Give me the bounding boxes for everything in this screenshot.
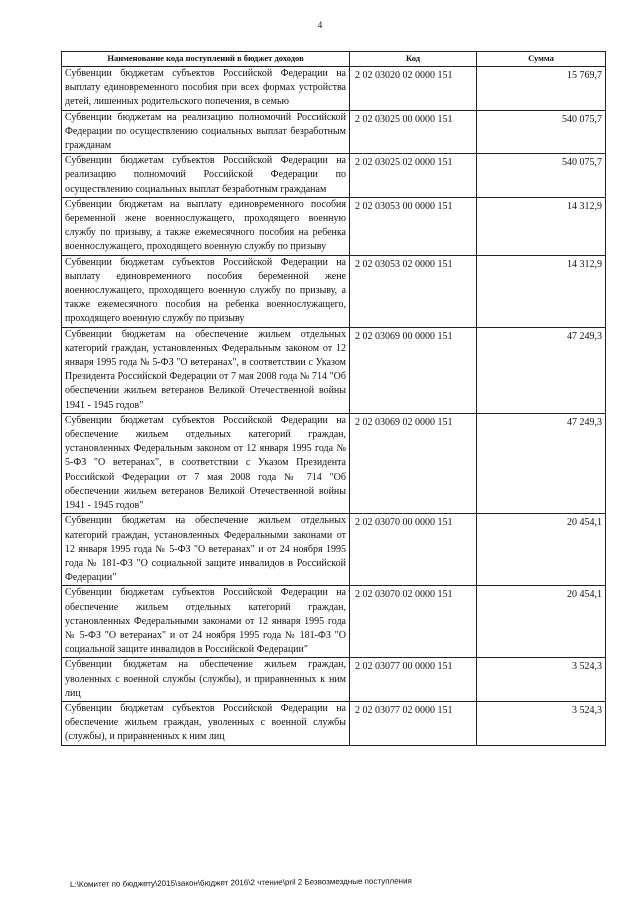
row-name: Субвенции бюджетам на реализацию полномочий Российской Федерации по осуществлению социальных выплат безработным гражданам <box>62 110 350 154</box>
row-sum: 14 312,9 <box>477 197 606 255</box>
table-row <box>62 586 606 658</box>
row-sum: 14 312,9 <box>477 255 606 327</box>
row-name: Субвенции бюджетам субъектов Российской Федерации на обеспечение жильем отдельных категорий граждан, установленных Федеральными законами от 12 января 1995 года № 5-ФЗ "О ветеранах" и от 24 ноября 1995 года № 181-ФЗ "О социальной защите инвалидов в Российской Федерации" <box>62 586 350 658</box>
table-row <box>62 110 606 154</box>
table-row <box>62 197 606 255</box>
row-code: 2 02 03069 02 0000 151 <box>350 413 477 513</box>
row-name: Субвенции бюджетам на обеспечение жильем отдельных категорий граждан, установленных Федеральными законами от 12 января 1995 года № 5-ФЗ "О ветеранах" и от 24 ноября 1995 года № 181-ФЗ "О социальной защите инвалидов в Российской Федерации" <box>62 514 350 586</box>
row-code: 2 02 03025 00 0000 151 <box>350 110 477 154</box>
row-sum: 47 249,3 <box>477 327 606 413</box>
table-row <box>62 514 606 586</box>
row-sum: 540 075,7 <box>477 110 606 154</box>
row-code: 2 02 03070 00 0000 151 <box>350 514 477 586</box>
row-code: 2 02 03070 02 0000 151 <box>350 586 477 658</box>
table-row <box>62 255 606 327</box>
column-header-code: Код <box>350 52 477 67</box>
row-sum: 20 454,1 <box>477 586 606 658</box>
table-row <box>62 154 606 198</box>
row-code: 2 02 03069 00 0000 151 <box>350 327 477 413</box>
row-code: 2 02 03077 00 0000 151 <box>350 658 477 702</box>
row-code: 2 02 03053 02 0000 151 <box>350 255 477 327</box>
page-number: 4 <box>317 20 323 30</box>
file-path-footer: L:\Комитет по бюджету\2015\закон\бюджет 2016\2 чтение\pril 2 Безвозмездные поступления <box>69 876 412 889</box>
column-header-sum: Сумма <box>477 52 606 67</box>
row-name: Субвенции бюджетам субъектов Российской Федерации на обеспечение жильем граждан, уволенных с военной службы (службы), и приравненных к ним лиц <box>62 701 350 745</box>
row-name: Субвенции бюджетам на обеспечение жильем граждан, уволенных с военной службы (службы), и приравненных к ним лиц <box>62 658 350 702</box>
table-row <box>62 327 606 413</box>
row-sum: 47 249,3 <box>477 413 606 513</box>
revenue-table <box>61 51 606 746</box>
row-name: Субвенции бюджетам субъектов Российской Федерации на реализацию полномочий Российской Федерации по осуществлению социальных выплат безработным гражданам <box>62 154 350 198</box>
table-row <box>62 658 606 702</box>
row-sum: 20 454,1 <box>477 514 606 586</box>
row-code: 2 02 03020 02 0000 151 <box>350 67 477 111</box>
row-name: Субвенции бюджетам субъектов Российской Федерации на выплату единовременного пособия беременной жене военнослужащего, проходящего военную службу по призыву, а также ежемесячного пособия на ребенка военнослужащего, проходящего военную службу по призыву <box>62 255 350 327</box>
table-row <box>62 701 606 745</box>
row-code: 2 02 03077 02 0000 151 <box>350 701 477 745</box>
row-name: Субвенции бюджетам на выплату единовременного пособия беременной жене военнослужащего, проходящего военную службу по призыву, а также ежемесячного пособия на ребенка военнослужащего, проходящего военную службу по призыву <box>62 197 350 255</box>
row-name: Субвенции бюджетам субъектов Российской Федерации на выплату единовременного пособия при всех формах устройства детей, лишенных родительского попечения, в семью <box>62 67 350 111</box>
row-code: 2 02 03053 00 0000 151 <box>350 197 477 255</box>
row-sum: 15 769,7 <box>477 67 606 111</box>
table-row <box>62 67 606 111</box>
column-header-name: Наименование кода поступлений в бюджет доходов <box>62 52 350 67</box>
row-sum: 3 524,3 <box>477 701 606 745</box>
row-name: Субвенции бюджетам на обеспечение жильем отдельных категорий граждан, установленных Федеральным законом от 12 января 1995 года № 5-ФЗ "О ветеранах", в соответствии с Указом Президента Российской Федерации от 7 мая 2008 года № 714 "Об обеспечении жильем ветеранов Великой Отечественной войны 1941 - 1945 годов" <box>62 327 350 413</box>
row-code: 2 02 03025 02 0000 151 <box>350 154 477 198</box>
table-row <box>62 413 606 513</box>
table-header-row <box>62 52 606 67</box>
row-sum: 3 524,3 <box>477 658 606 702</box>
row-sum: 540 075,7 <box>477 154 606 198</box>
row-name: Субвенции бюджетам субъектов Российской Федерации на обеспечение жильем отдельных категорий граждан, установленных Федеральным законом от 12 января 1995 года № 5-ФЗ "О ветеранах", в соответствии с Указом Президента Российской Федерации от 7 мая 2008 года № 714 "Об обеспечении жильем ветеранов Великой Отечественной войны 1941 - 1945 годов" <box>62 413 350 513</box>
